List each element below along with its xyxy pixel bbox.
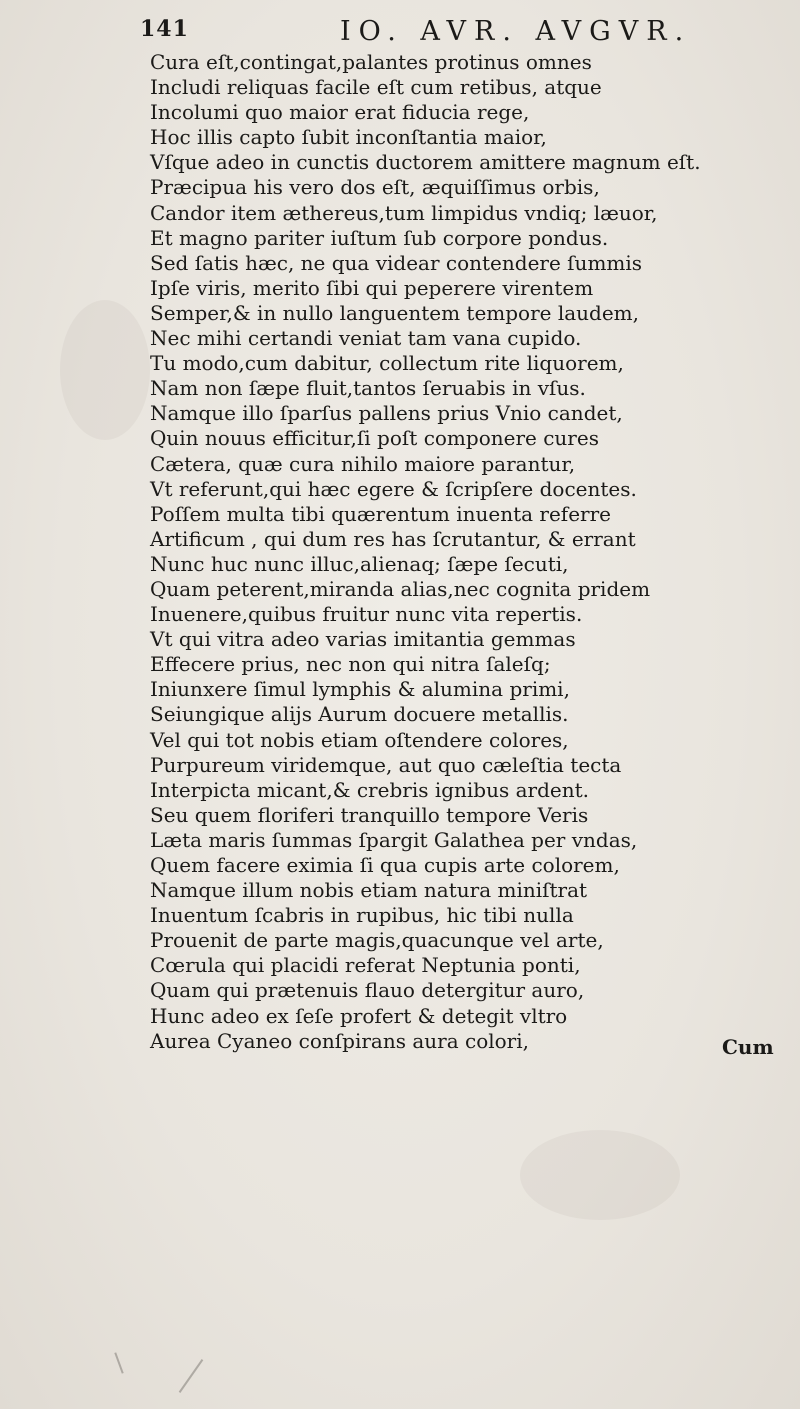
verse-line: Interpicta micant,& crebris ignibus ardent. (150, 777, 590, 802)
verse-line: Inuenere,quibus fruitur nunc vita repertis. (150, 602, 583, 627)
verse-line: Vel qui tot nobis etiam oſtendere colores, (150, 727, 569, 752)
verse-line: Iniunxere ſimul lymphis & alumina primi, (150, 677, 570, 702)
verse-line: Læta maris ſummas ſpargit Galathea per vndas, (150, 827, 638, 852)
verse-line: Prouenit de parte magis,quacunque vel arte, (150, 928, 604, 953)
verse-line: Aurea Cyaneo conſpirans aura colori, (150, 1028, 529, 1053)
verse-line: Seu quem floriferi tranquillo tempore Veris (150, 802, 589, 827)
verse-line: Semper,& in nullo languentem tempore laudem, (150, 300, 640, 325)
verse-line: Et magno pariter iuſtum ſub corpore pondus. (150, 225, 609, 250)
verse-line: Poſſem multa tibi quærentum inuenta referre (150, 501, 611, 526)
verse-line: Cura eſt,contingat,palantes protinus omnes (150, 50, 592, 74)
verse-line: Cœrula qui placidi referat Neptunia ponti, (150, 953, 581, 978)
verse-line: Hunc adeo ex ſeſe profert & detegit vltro (150, 1003, 568, 1028)
margin-mark (114, 1352, 123, 1373)
verse-line: Seiungique alijs Aurum docuere metallis. (150, 702, 569, 727)
verse-line: Quem facere eximia ſi qua cupis arte colorem, (150, 853, 620, 877)
verse-line: Artificum , qui dum res has ſcrutantur, & errant (150, 526, 636, 551)
verse-line: Nam non ſæpe fluit,tantos ſeruabis in vſus. (150, 376, 586, 401)
verse-line: Præcipua his vero dos eſt, æquiſſimus orbis, (150, 175, 600, 200)
verse-line: Incolumi quo maior erat fiducia rege, (150, 100, 530, 125)
verse-line: Quin nouus efficitur,ſi poſt componere cures (150, 426, 599, 451)
verse-line: Ipſe viris, merito ſibi qui peperere virentem (150, 275, 594, 300)
margin-mark (179, 1359, 204, 1393)
verse-line: Vt qui vitra adeo varias imitantia gemmas (150, 627, 576, 652)
running-head: IO. AVR. AVGVR. (340, 16, 692, 47)
verse-line: Purpureum viridemque, aut quo cæleſtia tecta (150, 752, 622, 777)
verse-line: Effecere prius, nec non qui nitra ſaleſq; (150, 652, 551, 677)
verse-line: Includi reliquas facile eſt cum retibus, atque (150, 75, 602, 100)
verse-line: Hoc illis capto ſubit inconſtantia maior, (150, 125, 547, 150)
verse-line: Cætera, quæ cura nihilo maiore parantur, (150, 451, 576, 476)
verse-text (150, 50, 770, 1054)
verse-line: Namque illum nobis etiam natura miniſtrat (150, 878, 588, 903)
verse-line: Vſque adeo in cunctis ductorem amittere magnum eſt. (150, 150, 701, 175)
catchword: Cum (722, 1035, 774, 1059)
verse-line: Nec mihi certandi veniat tam vana cupido. (150, 326, 582, 351)
verse-line: Inuentum ſcabris in rupibus, hic tibi nulla (150, 903, 574, 928)
paper-stain (520, 1130, 680, 1220)
verse-line: Sed ſatis hæc, ne qua videar contendere ſummis (150, 250, 643, 275)
verse-line: Tu modo,cum dabitur, collectum rite liquorem, (150, 351, 624, 376)
verse-line: Quam peterent,miranda alias,nec cognita pridem (150, 576, 651, 601)
verse-line: Namque illo ſparſus pallens prius Vnio candet, (150, 401, 623, 426)
paper-stain (60, 300, 150, 440)
page-number: 141 (140, 16, 189, 42)
verse-line: Quam qui prætenuis flauo detergitur auro, (150, 978, 585, 1003)
verse-line: Candor item æthereus,tum limpidus vndiq; læuor, (150, 200, 658, 225)
verse-line: Vt referunt,qui hæc egere & ſcripſere docentes. (150, 476, 637, 501)
verse-line: Nunc huc nunc illuc,alienaq; ſæpe ſecuti, (150, 551, 569, 576)
